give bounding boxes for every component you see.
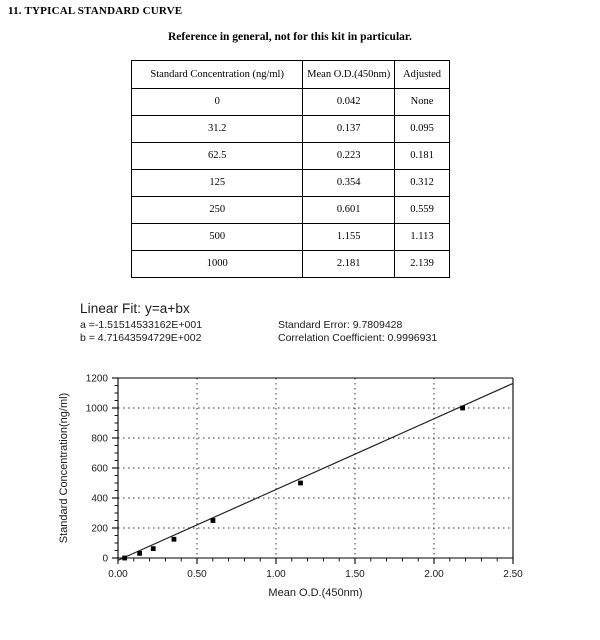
chart-fit-line: [118, 383, 513, 560]
svg-text:0.00: 0.00: [108, 569, 128, 580]
fit-coefficient-b: b = 4.71643594729E+002: [80, 332, 202, 344]
fit-correlation-coefficient: Correlation Coefficient: 0.9996931: [278, 332, 438, 344]
svg-text:0: 0: [102, 553, 108, 565]
cell-adjusted: 0.181: [395, 143, 450, 170]
table-row: [132, 89, 450, 116]
cell-concentration: 1000: [132, 251, 303, 278]
standard-curve-table: [131, 60, 450, 278]
column-header-concentration: Standard Concentration (ng/ml): [132, 61, 303, 89]
cell-mean-od: 0.223: [303, 143, 395, 170]
svg-text:2.00: 2.00: [424, 569, 444, 580]
chart-gridlines: [118, 378, 513, 558]
cell-concentration: 250: [132, 197, 303, 224]
svg-text:1200: 1200: [85, 373, 108, 385]
chart-data-points: [122, 406, 465, 561]
cell-concentration: 31.2: [132, 116, 303, 143]
table-row: [132, 224, 450, 251]
linear-fit-title: Linear Fit: y=a+bx: [80, 301, 190, 316]
table-row: [132, 116, 450, 143]
cell-concentration: 62.5: [132, 143, 303, 170]
svg-text:800: 800: [91, 433, 108, 445]
svg-text:400: 400: [91, 493, 108, 505]
cell-mean-od: 2.181: [303, 251, 395, 278]
svg-text:2.50: 2.50: [503, 569, 523, 580]
cell-adjusted: None: [395, 89, 450, 116]
linear-fit-block: [80, 301, 518, 345]
cell-mean-od: 1.155: [303, 224, 395, 251]
cell-adjusted: 0.095: [395, 116, 450, 143]
fit-standard-error: Standard Error: 9.7809428: [278, 319, 403, 331]
cell-concentration: 0: [132, 89, 303, 116]
cell-mean-od: 0.137: [303, 116, 395, 143]
svg-text:1.50: 1.50: [345, 569, 365, 580]
column-header-adjusted: Adjusted: [395, 61, 450, 89]
cell-concentration: 500: [132, 224, 303, 251]
cell-mean-od: 0.042: [303, 89, 395, 116]
cell-mean-od: 0.354: [303, 170, 395, 197]
svg-text:Standard Concentration(ng/ml): Standard Concentration(ng/ml): [58, 392, 70, 544]
table-row: [132, 170, 450, 197]
chart-tick-labels: [58, 374, 523, 600]
table-row: [132, 197, 450, 224]
linear-fit-row-b: [80, 332, 518, 345]
cell-adjusted: 0.312: [395, 170, 450, 197]
cell-adjusted: 0.559: [395, 197, 450, 224]
cell-adjusted: 1.113: [395, 224, 450, 251]
table-row: [132, 143, 450, 170]
standard-curve-chart: [0, 360, 600, 610]
page-title: 11. TYPICAL STANDARD CURVE: [8, 5, 183, 17]
svg-text:200: 200: [91, 523, 108, 535]
svg-text:1.00: 1.00: [266, 569, 286, 580]
table-header-row: [132, 61, 450, 89]
svg-text:1000: 1000: [85, 403, 108, 415]
chart-canvas: [0, 360, 600, 610]
svg-text:0.50: 0.50: [187, 569, 207, 580]
cell-adjusted: 2.139: [395, 251, 450, 278]
table-subtitle: Reference in general, not for this kit in particular.: [168, 31, 412, 43]
cell-concentration: 125: [132, 170, 303, 197]
svg-text:600: 600: [91, 463, 108, 475]
linear-fit-row-a: [80, 319, 518, 332]
table-row: [132, 251, 450, 278]
cell-mean-od: 0.601: [303, 197, 395, 224]
fit-coefficient-a: a =-1.51514533162E+001: [80, 319, 203, 331]
column-header-mean-od: Mean O.D.(450nm): [303, 61, 395, 89]
svg-text:Mean O.D.(450nm): Mean O.D.(450nm): [268, 587, 363, 599]
